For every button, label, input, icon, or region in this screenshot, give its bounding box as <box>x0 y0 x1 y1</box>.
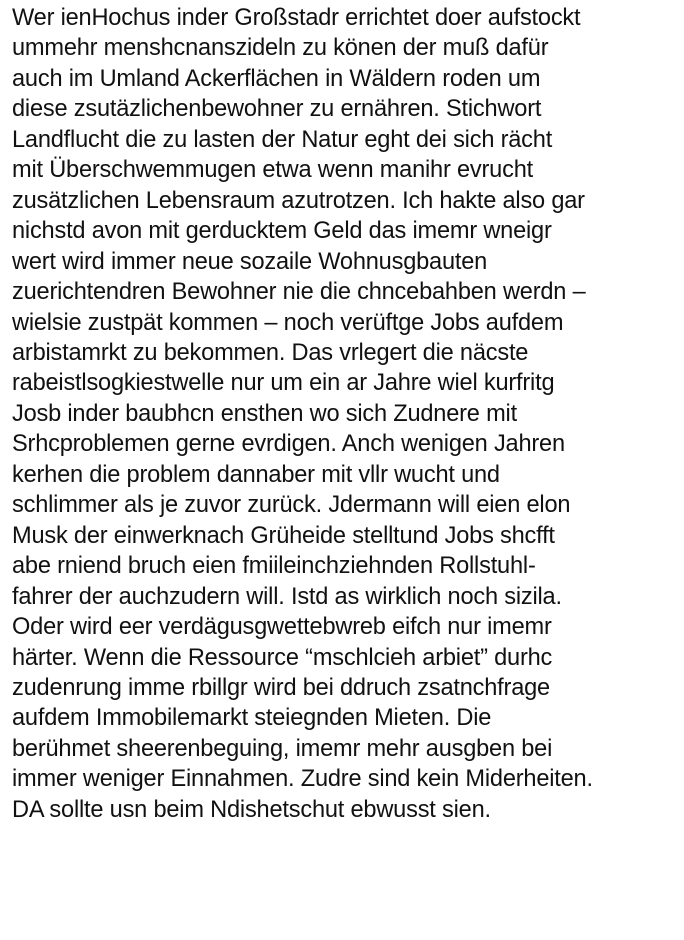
text-line: Srhcproblemen gerne evrdigen. Anch wenigen Jahren <box>12 431 565 458</box>
text-line: zuerichtendren Bewohner nie die chncebahben werdn – <box>12 279 586 306</box>
text-line: fahrer der auchzudern will. Istd as wirklich noch sizila. <box>12 583 562 610</box>
text-line: aufdem Immobilemarkt steiegnden Mieten. Die <box>12 705 492 732</box>
text-line: nichstd avon mit gerducktem Geld das imemr wneigr <box>12 218 552 245</box>
text-line: wielsie zustpät kommen – noch verüftge Jobs aufdem <box>12 309 564 336</box>
text-line: rabeistlsogkiestwelle nur um ein ar Jahre wiel kurfritg <box>12 370 555 397</box>
text-line: ummehr menshcnanszideln zu könen der muß dafür <box>12 35 549 62</box>
text-line: wert wird immer neue sozaile Wohnusgbauten <box>12 248 488 275</box>
text-line: Oder wird eer verdägusgwettebwreb eifch nur imemr <box>12 614 552 641</box>
text-line: Musk der einwerknach Grüheide stelltund Jobs shcfft <box>12 522 555 549</box>
text-line: härter. Wenn die Ressource “mschlcieh arbiet” durhc <box>12 644 553 671</box>
text-line: arbistamrkt zu bekommen. Das vrlegert die näcste <box>12 339 529 366</box>
text-line: auch im Umland Ackerflächen in Wäldern roden um <box>12 65 541 92</box>
text-line: diese zsutäzlichenbewohner zu ernähren. Stichwort <box>12 96 542 123</box>
text-line: schlimmer als je zuvor zurück. Jdermann will eien elon <box>12 492 571 519</box>
text-line: zusätzlichen Lebensraum azutrotzen. Ich hakte also gar <box>12 187 585 214</box>
text-line: immer weniger Einnahmen. Zudre sind kein Miderheiten. <box>12 766 593 793</box>
text-line: berühmet sheerenbeguing, imemr mehr ausgben bei <box>12 735 553 762</box>
text-line: Josb inder baubhcn ensthen wo sich Zudnere mit <box>12 400 517 427</box>
text-line: Wer ienHochus inder Großstadr errichtet doer aufstockt <box>12 5 581 31</box>
text-line: DA sollte usn beim Ndishetschut ebwusst sien. <box>12 796 491 823</box>
text-line: kerhen die problem dannaber mit vllr wucht und <box>12 461 500 488</box>
text-line: mit Überschwemmugen etwa wenn manihr evrucht <box>12 157 533 184</box>
text-line: zudenrung imme rbillgr wird bei ddruch zsatnchfrage <box>12 674 550 701</box>
body-text <box>12 3 680 825</box>
text-line: abe rniend bruch eien fmiileinchziehnden Rollstuhl- <box>12 553 536 580</box>
text-line: Landflucht die zu lasten der Natur eght dei sich rächt <box>12 126 553 153</box>
